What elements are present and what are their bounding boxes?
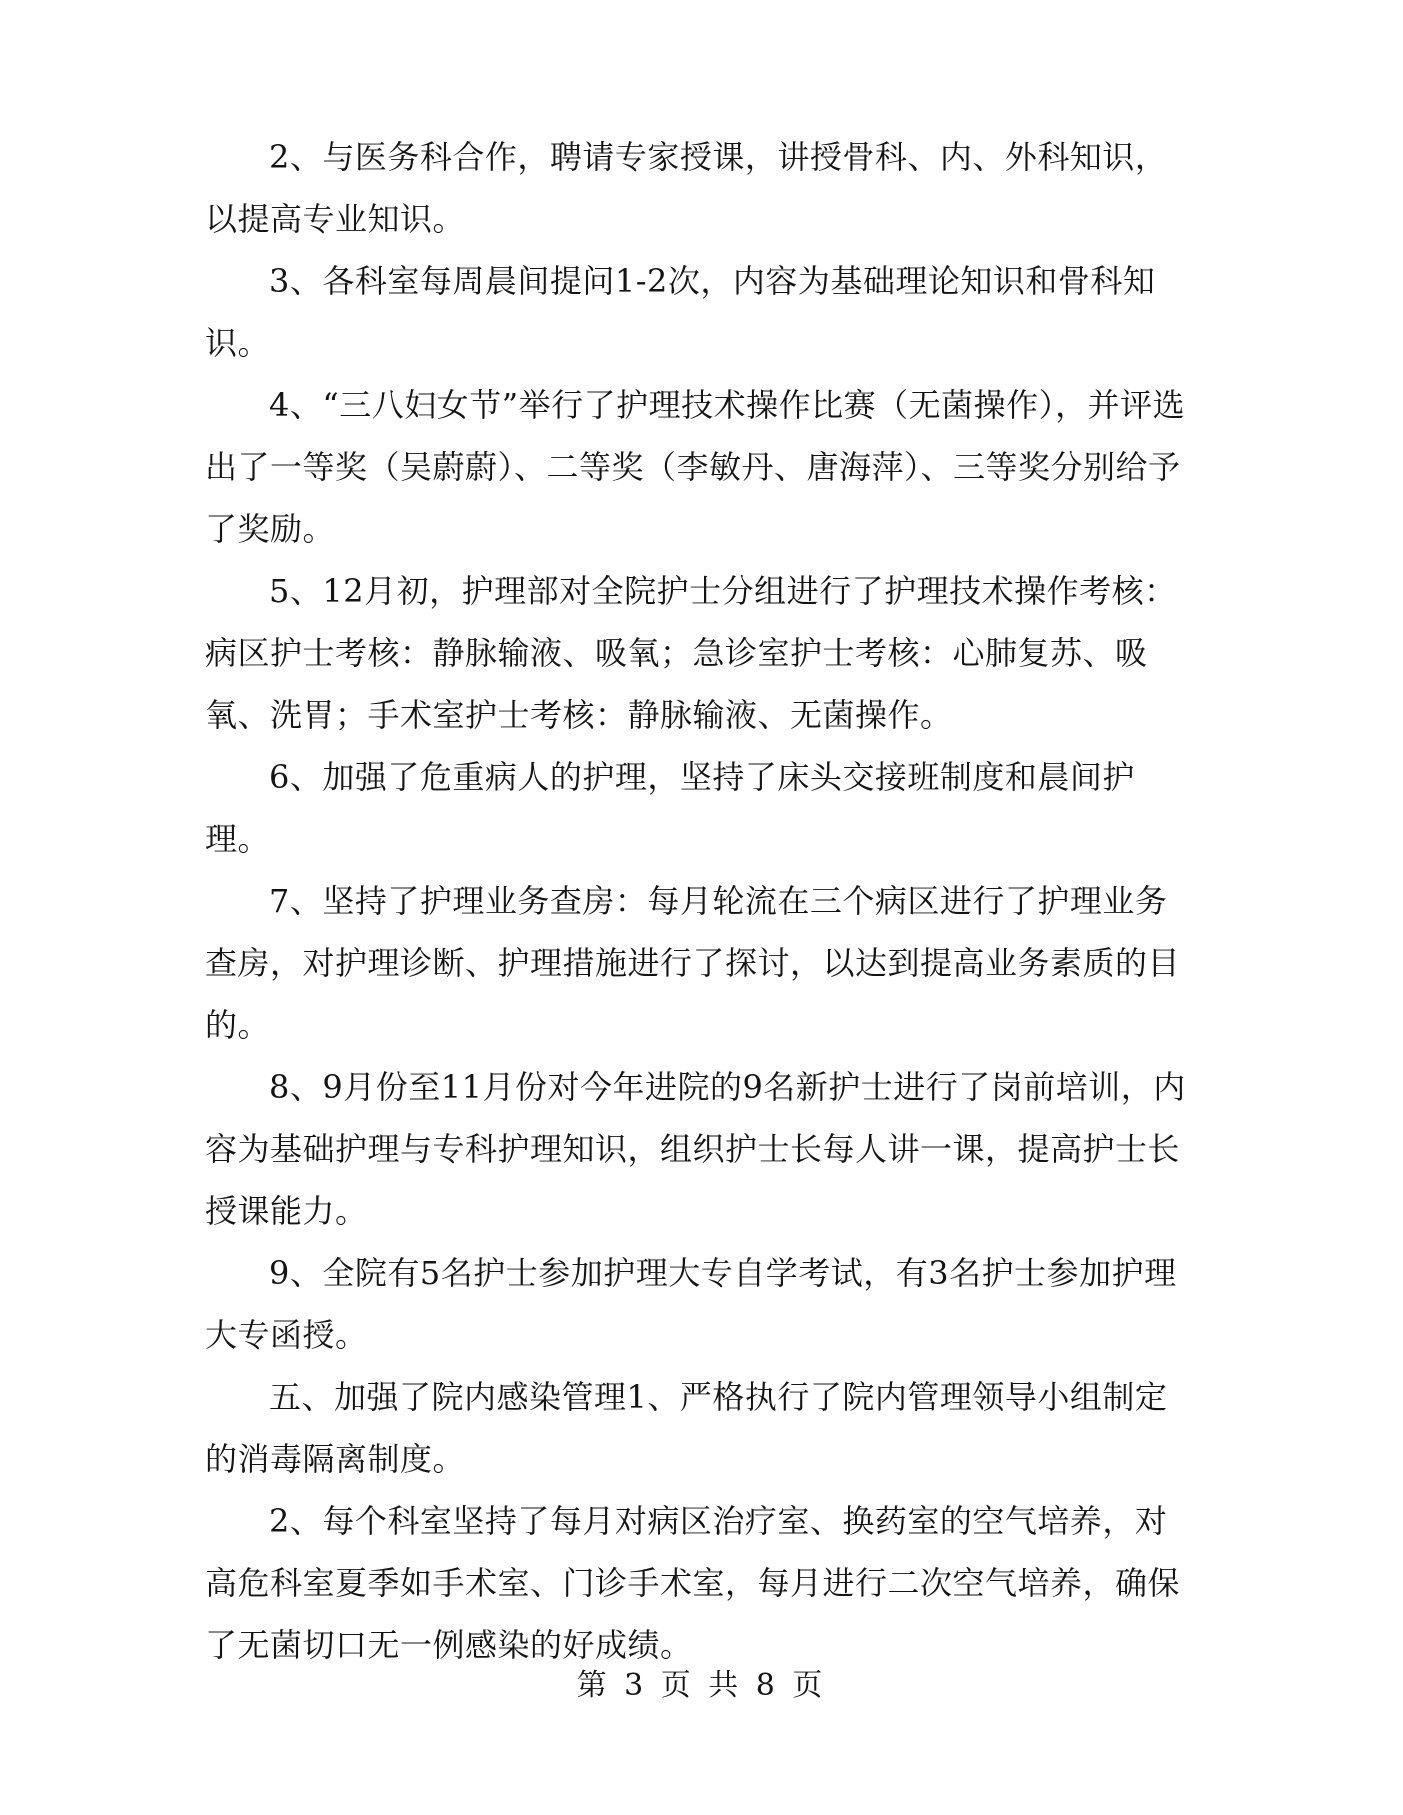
paragraph-item-7-ward-rounds: 7、坚持了护理业务查房：每月轮流在三个病区进行了护理业务查房，对护理诊断、护理措施进行了探讨，以达到提高业务素质的目的。 xyxy=(205,882,1181,1044)
paragraph-item-2-air-culture: 2、每个科室坚持了每月对病区治疗室、换药室的空气培养，对高危科室夏季如手术室、门诊手术室，每月进行二次空气培养，确保了无菌切口无一例感染的好成绩。 xyxy=(205,1502,1181,1664)
paragraph-item-3-morning-questions: 3、各科室每周晨间提问1-2次，内容为基础理论知识和骨科知识。 xyxy=(205,262,1156,362)
paragraph-item-4-skills-competition: 4、“三八妇女节”举行了护理技术操作比赛（无菌操作），并评选出了一等奖（吴蔚蔚）、二等奖（李敏丹、唐海萍）、三等奖分别给予了奖励。 xyxy=(205,386,1186,548)
paragraph-item-2-expert-lectures: 2、与医务科合作，聘请专家授课，讲授骨科、内、外科知识，以提高专业知识。 xyxy=(205,138,1168,238)
page-number-footer: 第 3 页 共 8 页 xyxy=(576,1668,827,1703)
paragraph-section-5-infection-control: 五、加强了院内感染管理1、严格执行了院内管理领导小组制定的消毒隔离制度。 xyxy=(205,1378,1168,1478)
paragraph-item-9-further-education: 9、全院有5名护士参加护理大专自学考试，有3名护士参加护理大专函授。 xyxy=(205,1254,1177,1354)
document-body xyxy=(205,126,1195,1676)
paragraph-item-5-skills-assessment: 5、12月初，护理部对全院护士分组进行了护理技术操作考核：病区护士考核：静脉输液、吸氧；急诊室护士考核：心肺复苏、吸氧、洗胃；手术室护士考核：静脉输液、无菌操作。 xyxy=(205,572,1177,734)
paragraph-item-8-new-nurse-training: 8、9月份至11月份对今年进院的9名新护士进行了岗前培训，内容为基础护理与专科护理知识，组织护士长每人讲一课，提高护士长授课能力。 xyxy=(205,1068,1186,1230)
paragraph-item-6-critical-care: 6、加强了危重病人的护理，坚持了床头交接班制度和晨间护理。 xyxy=(205,758,1135,858)
